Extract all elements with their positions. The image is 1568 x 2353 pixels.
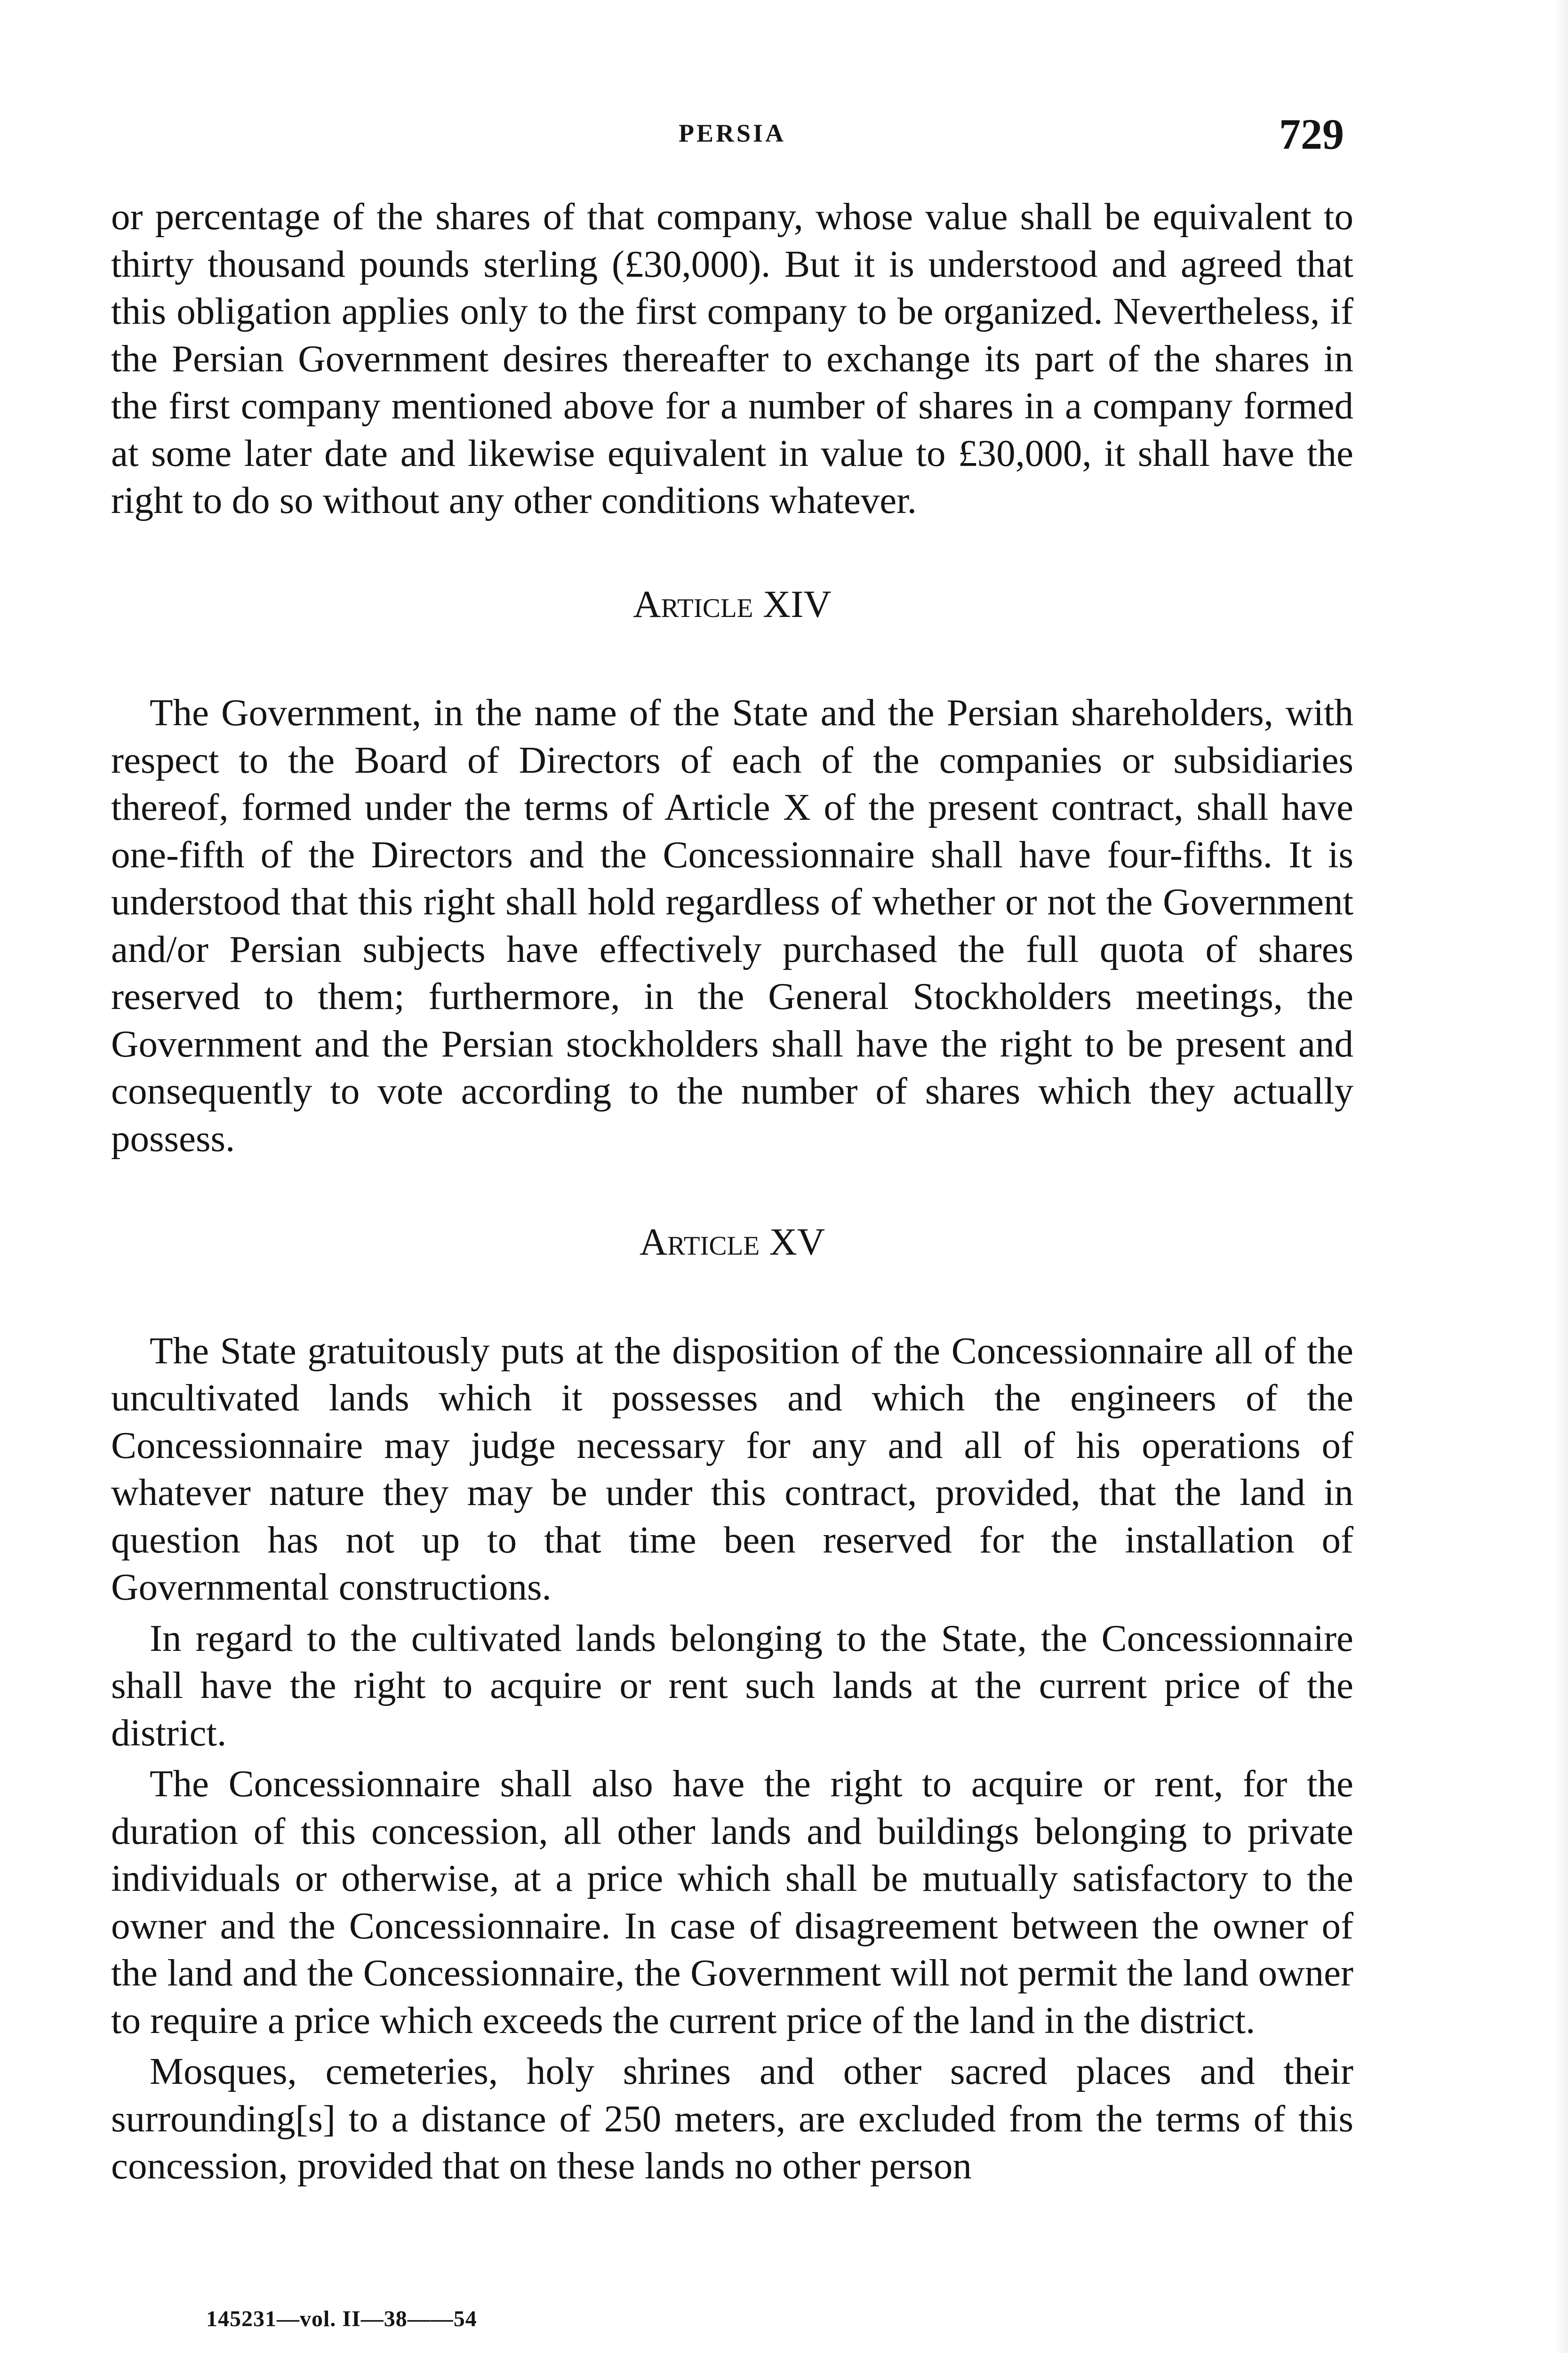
page-header [111, 109, 1353, 166]
running-head: PERSIA [678, 119, 786, 147]
print-code: 145231—vol. II—38——54 [206, 2306, 477, 2331]
paragraph-private-lands: The Concessionnaire shall also have the right to acquire or rent, for the duration of this concession, all other lands and buildings belonging to private individuals or otherwise, at a price which shall be mutually satisfactory to the owner and the Concessionnaire. In case of disagreement between the owner of the land and the Concessionnaire, the Government will not permit the land owner to require a price which exceeds the current price of the land in the district. [111, 1762, 1353, 2041]
article-heading-xv [111, 1218, 1353, 1266]
paragraph-uncultivated-lands: The State gratuitously puts at the disposition of the Concessionnaire all of the uncultivated lands which it possesses and which the engineers of the Concessionnaire may judge necessary for any and all of his operations of whatever nature they may be under this contract, provided, that the land in question has not up to that time been reserved for the installation of Governmental constructions. [111, 1329, 1353, 1608]
article-heading-word: Article [633, 582, 753, 625]
page-number: 729 [1279, 110, 1344, 158]
article-heading-number: XIV [763, 582, 832, 625]
article-heading-number: XV [769, 1220, 825, 1263]
article-heading-xiv [111, 581, 1353, 628]
paragraph-article-xiv: The Government, in the name of the State and the Persian shareholders, with respect to the Board of Directors of each of the companies or subsidiaries thereof, formed under the terms of Article X of the present contract, shall have one-fifth of the Directors and the Concessionnaire shall have four-fifths. It is understood that this right shall hold regardless of whether or not the Government and/or Persian subjects have effectively purchased the full quota of shares reserved to them; furthermore, in the General Stockholders meetings, the Government and the Persian stockholders shall have the right to be present and consequently to vote according to the number of shares which they actually possess. [111, 691, 1353, 1160]
page-edge-shadow [1554, 0, 1568, 2353]
paragraph-continuation: or percentage of the shares of that company, whose value shall be equivalent to thirty thousand pounds sterling (£30,000). But it is understood and agreed that this obligation applies only to the first company to be organized. Nevertheless, if the Persian Government desires thereafter to exchange its part of the shares in the first company mentioned above for a number of shares in a company formed at some later date and likewise equivalent in value to £30,000, it shall have the right to do so without any other conditions whatever. [111, 195, 1353, 521]
paragraph-sacred-places: Mosques, cemeteries, holy shrines and other sacred places and their surrounding[s] to a distance of 250 meters, are excluded from the terms of this concession, provided that on these lands no other person [111, 2050, 1353, 2187]
body-text [111, 193, 1353, 2190]
article-heading-word: Article [639, 1220, 760, 1263]
paragraph-cultivated-lands: In regard to the cultivated lands belonging to the State, the Concessionnaire shall have the right to acquire or rent such lands at the current price of the district. [111, 1617, 1353, 1754]
